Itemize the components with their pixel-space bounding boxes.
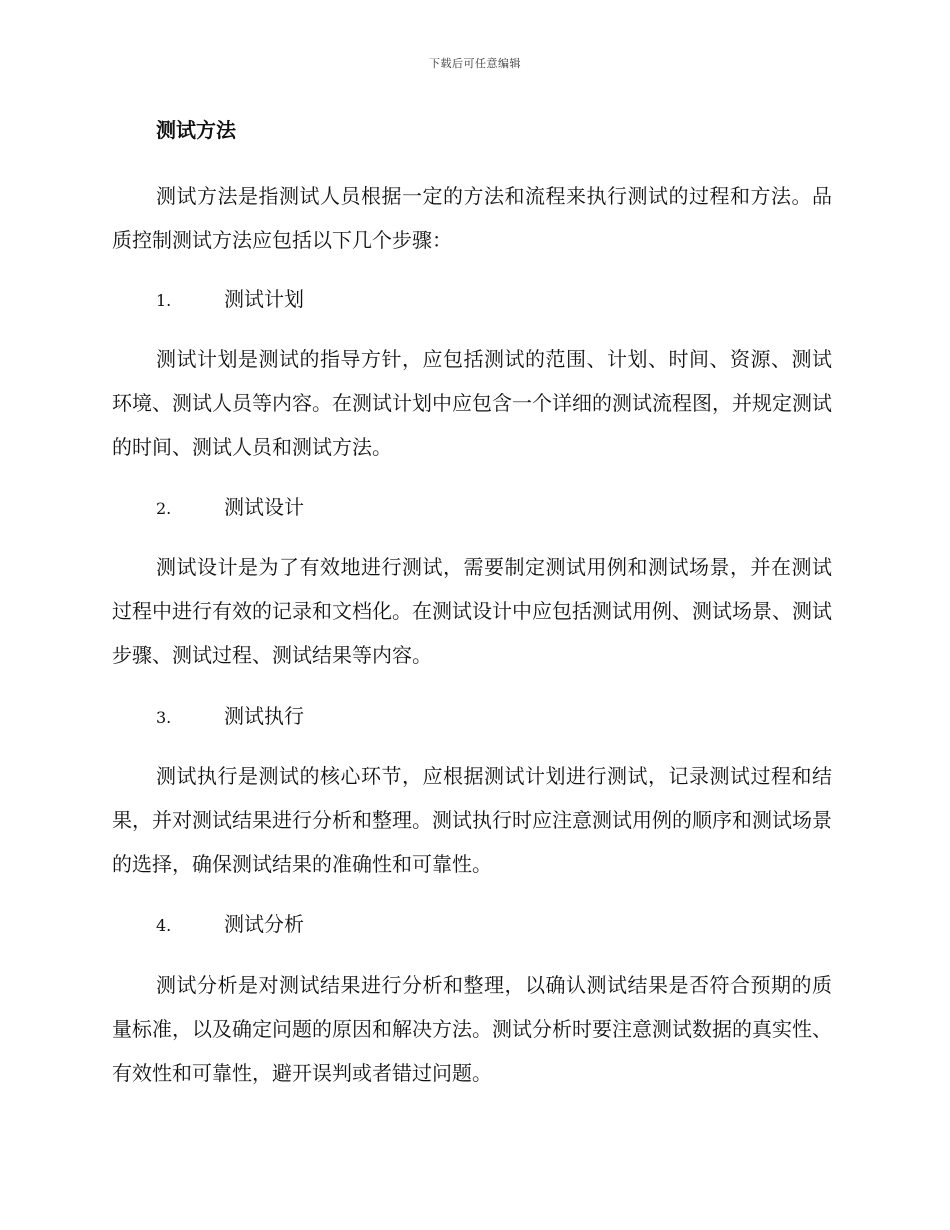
section-number: 4. xyxy=(156,916,172,935)
section-heading-4 xyxy=(112,910,832,938)
section-heading-2 xyxy=(112,493,832,521)
section-heading-3 xyxy=(112,702,832,730)
section-heading-1 xyxy=(112,285,832,313)
section-title: 测试分析 xyxy=(224,912,304,936)
section-paragraph-1: 测试计划是测试的指导方针，应包括测试的范围、计划、时间、资源、测试环境、测试人员等内容。在测试计划中应包含一个详细的测试流程图，并规定测试的时间、测试人员和测试方法。 xyxy=(112,347,832,459)
section-number: 2. xyxy=(156,499,172,518)
section-number: 3. xyxy=(156,708,172,727)
section-paragraph-3: 测试执行是测试的核心环节，应根据测试计划进行测试，记录测试过程和结果，并对测试结果进行分析和整理。测试执行时应注意测试用例的顺序和测试场景的选择，确保测试结果的准确性和可靠性。 xyxy=(112,764,832,876)
intro-paragraph: 测试方法是指测试人员根据一定的方法和流程来执行测试的过程和方法。品质控制测试方法应包括以下几个步骤： xyxy=(112,184,832,252)
document-body xyxy=(112,116,832,1095)
section-number: 1. xyxy=(156,291,172,310)
document-title: 测试方法 xyxy=(156,118,236,142)
section-paragraph-2: 测试设计是为了有效地进行测试，需要制定测试用例和测试场景，并在测试过程中进行有效的记录和文档化。在测试设计中应包括测试用例、测试场景、测试步骤、测试过程、测试结果等内容。 xyxy=(112,555,832,667)
section-title: 测试设计 xyxy=(224,495,304,519)
section-title: 测试执行 xyxy=(224,704,304,728)
section-paragraph-4: 测试分析是对测试结果进行分析和整理，以确认测试结果是否符合预期的质量标准，以及确定问题的原因和解决方法。测试分析时要注意测试数据的真实性、有效性和可靠性，避开误判或者错过问题。 xyxy=(112,973,832,1085)
section-title: 测试计划 xyxy=(224,287,304,311)
page-header: 下载后可任意编辑 xyxy=(429,57,521,70)
